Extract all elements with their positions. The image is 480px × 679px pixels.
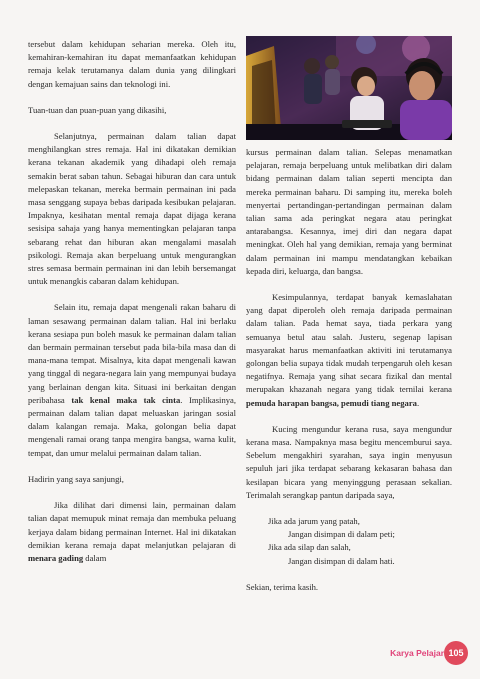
- paragraph: [28, 301, 236, 459]
- paragraph: Kucing mengundur kerana rusa, saya mengundur kerana masa. Nampaknya masa begitu mencemburui saya. Sebelum mengakhiri syarahan, saya ingin menyusun sepuluh jari jika terdapat sebarang kekasaran bahasa dan kesilapan bicara yang menyinggung perasaan sekalian. Terimalah serangkap pantun daripada saya,: [246, 423, 452, 500]
- left-column: [28, 38, 236, 578]
- pantun-line: Jika ada silap dan salah,: [268, 542, 351, 553]
- text-span: . Implikasinya, permainan dalam talian dapat meluaskan jaringan sosial dalam kalangan remaja. Maka, golongan belia dapat mengenali ramai orang tanpa mengira bangsa, warna kulit, tempat, dan umur melalui permainan dalam talian.: [28, 394, 236, 458]
- paragraph: [246, 291, 452, 410]
- closing: Sekian, terima kasih.: [246, 581, 319, 592]
- paragraph: kursus permainan dalam talian. Selepas menamatkan pelajaran, remaja berpeluang untuk melibatkan diri dalam bidang permainan dalam talian seperti mencipta dan mereka permainan baharu. Di samping itu, mereka boleh menyertai pertandingan-pertandingan permainan dalam talian sama ada peringkat negara atau peringkat antarabangsa. Kesannya, imej diri dan negara dapat meningkat. Oleh hal yang demikian, remaja yang berminat dalam permainan ini mampu mendatangkan kebaikan kepada diri, keluarga, dan bangsa.: [246, 147, 452, 276]
- text-span: .: [416, 397, 420, 408]
- pantun-line: Jika ada jarum yang patah,: [268, 516, 360, 527]
- footer-section-label: Karya Pelajar: [390, 648, 444, 658]
- pantun-line: Jangan disimpan di dalam peti;: [288, 529, 395, 540]
- pantun-line: Jangan disimpan di dalam hati.: [288, 555, 395, 566]
- salutation: Tuan-tuan dan puan-puan yang dikasihi,: [28, 104, 167, 115]
- text-span: Selain itu, remaja dapat mengenali rakan baharu di laman sesawang permainan dalam talian. Hal ini berlaku kerana sesiapa pun boleh masuk ke permainan dalam talian dan bermain permainan tersebut pada bila-bila masa dan di mana-mana tempat. Misalnya, kita dapat mengenali kawan yang tinggal di negara-negara lain yang mempunyai budaya yang berlainan dengan kita. Situasi ini berkaitan dengan peribahasa: [28, 302, 236, 405]
- pantun: [268, 515, 452, 568]
- peribahasa: tak kenal maka tak cinta: [71, 394, 181, 405]
- gaming-photo-illustration: [246, 36, 452, 140]
- page-number-badge: 105: [444, 641, 468, 665]
- salutation: Hadirin yang saya sanjungi,: [28, 473, 124, 484]
- text-span: Kesimpulannya, terdapat banyak kemaslahatan yang dapat diperoleh oleh remaja daripada permainan dalam talian. Pada hemat saya, tiada perkara yang semuanya betul atau salah. Justeru, segenap lapisan masyarakat harus memanfaatkan aktiviti ini terutamanya golongan belia supaya tidak mudah terpengaruh oleh kesan negatifnya. Remaja yang sihat secara fizikal dan mental merupakan khazanah negara yang tidak ternilai kerana: [246, 292, 452, 395]
- peribahasa: pemuda harapan bangsa, pemudi tiang negara: [246, 397, 417, 408]
- paragraph: Selanjutnya, permainan dalam talian dapat menghilangkan stres remaja. Hal ini dikatakan demikian kerana tekanan akademik yang dihadapi oleh remaja semakin berat saban tahun. Sebagai hiburan dan cara untuk melepaskan tekanan, mereka bermain permainan ini pada masa senggang supaya bebas daripada kesibukan pelajaran. Impaknya, kesihatan mental remaja dapat dijaga kerana sesisipa sahaja yang hanya mementingkan pelajaran tanpa sebarang rehat dan hiburan akan mengalami masalah psikologi. Remaja akan berpeluang untuk mengurangkan stres semasa bermain permainan ini dan lebih bersemangat untuk menangkis cabaran dalam kehidupan.: [28, 131, 236, 287]
- right-column: [246, 146, 452, 607]
- paragraph: tersebut dalam kehidupan seharian mereka. Oleh itu, kemahiran-kemahiran itu dapat memanfaatkan kehidupan remaja kelak terutamanya dalam dunia yang dilingkari dengan kemajuan sains dan teknologi ini.: [28, 39, 236, 89]
- text-span: dalam: [83, 552, 107, 563]
- text-span: Jika dilihat dari dimensi lain, permainan dalam talian dapat memupuk minat remaja dan membuka peluang kerjaya dalam bidang permainan Internet. Hal ini dikatakan demikian kerana remaja dapat melanjutkan pelajaran di: [28, 500, 236, 550]
- paragraph: [28, 499, 236, 565]
- gaming-photo: [246, 36, 452, 140]
- peribahasa: menara gading: [28, 552, 84, 563]
